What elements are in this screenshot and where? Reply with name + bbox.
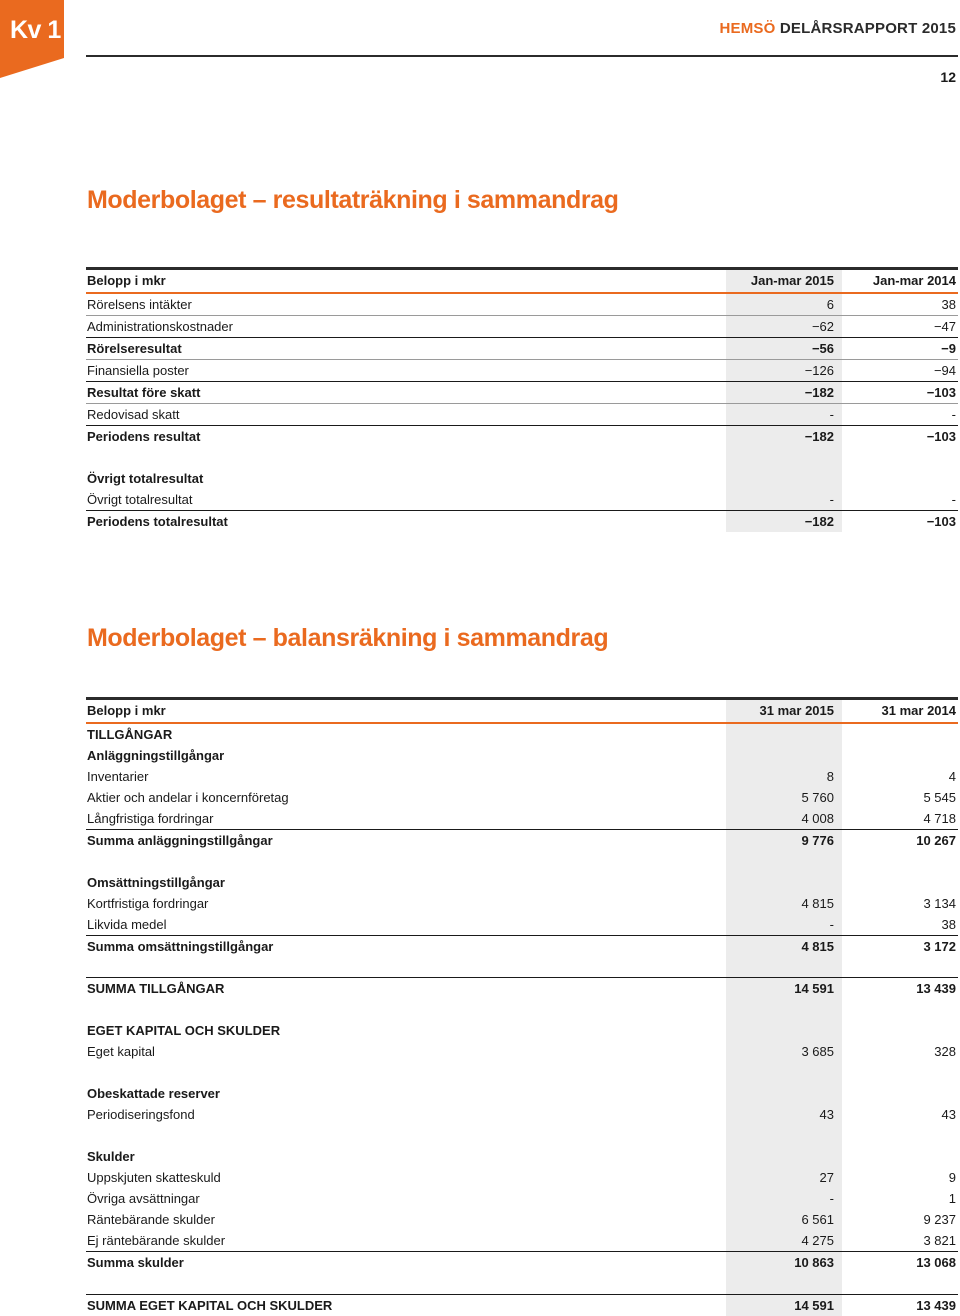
row-value-previous: 3 134 xyxy=(923,895,956,911)
row-value-previous: 9 237 xyxy=(923,1212,956,1227)
column-header-current: Jan-mar 2015 xyxy=(726,269,842,293)
row-value-previous: 4 xyxy=(948,768,956,784)
row-label: EGET KAPITAL OCH SKULDER xyxy=(87,1023,281,1038)
table-row xyxy=(86,787,958,808)
table-header-row xyxy=(86,269,958,293)
spacer-row xyxy=(86,999,958,1020)
row-label: Obeskattade reserver xyxy=(87,1086,220,1101)
row-value-current: −62 xyxy=(726,315,842,337)
row-value-current: 9 776 xyxy=(726,829,842,851)
table-row xyxy=(86,1209,958,1230)
row-value-previous: 4 718 xyxy=(842,808,958,830)
row-label: Övrigt totalresultat xyxy=(87,470,204,486)
quarter-badge-label: Kv 1 xyxy=(10,16,61,44)
table-row xyxy=(86,1104,958,1125)
row-label: TILLGÅNGAR xyxy=(87,726,173,742)
row-label: Periodens totalresultat xyxy=(87,513,228,529)
row-label: Redovisad skatt xyxy=(86,403,726,425)
row-value-previous: 13 439 xyxy=(916,981,956,996)
table-row xyxy=(86,808,958,830)
row-label: Periodiseringsfond xyxy=(87,1107,195,1122)
row-value-current xyxy=(726,468,842,489)
row-value-current: 27 xyxy=(726,1167,842,1188)
spacer-row xyxy=(86,1062,958,1083)
row-label: Långfristiga fordringar xyxy=(86,808,726,830)
row-value-current: −182 xyxy=(726,381,842,403)
row-label: Omsättningstillgångar xyxy=(87,874,225,890)
row-value-previous: 43 xyxy=(941,1107,956,1122)
row-value-previous: 3 172 xyxy=(923,938,956,954)
table-row xyxy=(86,1041,958,1062)
income-statement-title: Moderbolaget – resultaträkning i sammandrag xyxy=(87,186,619,214)
row-value-current: −182 xyxy=(726,510,842,532)
balance-sheet-table xyxy=(86,697,958,1316)
column-header-label: Belopp i mkr xyxy=(86,269,726,293)
row-value-previous: −103 xyxy=(926,513,956,529)
row-label: Inventarier xyxy=(87,768,149,784)
row-label: Rörelsens intäkter xyxy=(86,293,726,316)
row-label: Administrationskostnader xyxy=(86,315,726,337)
spacer-row xyxy=(86,851,958,872)
row-label: Summa anläggningstillgångar xyxy=(87,832,273,848)
row-label: Kortfristiga fordringar xyxy=(87,895,209,911)
row-label: Övrigt totalresultat xyxy=(86,489,726,511)
row-value-current: - xyxy=(726,1188,842,1209)
spacer-row xyxy=(86,447,958,468)
header-divider xyxy=(86,55,958,57)
table-row xyxy=(86,1252,958,1274)
table-row xyxy=(86,745,958,766)
spacer-row xyxy=(86,1125,958,1146)
row-label: Rörelseresultat xyxy=(86,337,726,359)
row-value-previous: −9 xyxy=(842,337,958,359)
table-row xyxy=(86,1230,958,1252)
row-value-previous: −103 xyxy=(842,381,958,403)
quarter-badge xyxy=(0,0,64,78)
row-label: Skulder xyxy=(87,1149,135,1164)
table-row xyxy=(86,1188,958,1209)
table-row xyxy=(86,1167,958,1188)
table-row xyxy=(86,829,958,851)
row-label: Övriga avsättningar xyxy=(87,1191,200,1206)
row-value-previous: - xyxy=(842,489,958,511)
page-number: 12 xyxy=(940,69,956,85)
table-row xyxy=(86,315,958,337)
row-value-previous: 38 xyxy=(842,914,958,936)
table-header-row xyxy=(86,699,958,723)
table-row xyxy=(86,935,958,957)
row-value-current: - xyxy=(726,489,842,511)
row-label: Likvida medel xyxy=(86,914,726,936)
row-label: Räntebärande skulder xyxy=(87,1212,215,1227)
row-value-previous: - xyxy=(842,403,958,425)
table-row xyxy=(86,510,958,532)
row-label: Summa omsättningstillgångar xyxy=(87,938,274,954)
row-value-current: 6 561 xyxy=(726,1209,842,1230)
row-value-previous: 13 068 xyxy=(916,1255,956,1270)
row-value-current: 4 815 xyxy=(726,893,842,914)
table-row xyxy=(86,1294,958,1316)
table-row xyxy=(86,914,958,936)
row-label: Ej räntebärande skulder xyxy=(86,1230,726,1252)
table-row xyxy=(86,489,958,511)
row-value-current: 5 760 xyxy=(726,787,842,808)
row-value-current: 4 815 xyxy=(726,935,842,957)
row-value-previous: 1 xyxy=(948,1191,956,1206)
table-row xyxy=(86,403,958,425)
report-name: DELÅRSRAPPORT 2015 xyxy=(779,20,956,37)
row-value-previous: 5 545 xyxy=(923,789,956,805)
column-header-current: 31 mar 2015 xyxy=(726,699,842,723)
table-row xyxy=(86,381,958,403)
row-value-previous: 3 821 xyxy=(842,1230,958,1252)
row-value-previous: −103 xyxy=(926,428,956,444)
table-row xyxy=(86,1083,958,1104)
row-value-current: - xyxy=(726,403,842,425)
row-value-current: −126 xyxy=(726,359,842,381)
row-value-current: 4 275 xyxy=(726,1230,842,1252)
row-value-previous: −47 xyxy=(842,315,958,337)
column-header-label: Belopp i mkr xyxy=(86,699,726,723)
spacer-row xyxy=(86,957,958,978)
row-value-current: 10 863 xyxy=(726,1252,842,1274)
table-row xyxy=(86,359,958,381)
row-value-current: −56 xyxy=(726,337,842,359)
spacer-row xyxy=(86,1273,958,1294)
row-label: Aktier och andelar i koncernföretag xyxy=(87,789,289,805)
row-value-previous: −94 xyxy=(842,359,958,381)
balance-sheet-title: Moderbolaget – balansräkning i sammandrag xyxy=(87,624,609,652)
table-row xyxy=(86,893,958,914)
brand-name: HEMSÖ xyxy=(719,20,776,37)
table-row xyxy=(86,337,958,359)
row-value-current: 6 xyxy=(726,293,842,316)
row-label: Summa skulder xyxy=(87,1255,184,1270)
row-value-current: 43 xyxy=(726,1104,842,1125)
row-value-previous xyxy=(842,468,958,489)
table-row xyxy=(86,293,958,316)
table-row xyxy=(86,872,958,893)
row-value-previous: 10 267 xyxy=(916,832,956,848)
row-value-current: 4 008 xyxy=(726,808,842,830)
column-header-previous: Jan-mar 2014 xyxy=(842,269,958,293)
row-label: SUMMA EGET KAPITAL OCH SKULDER xyxy=(87,1297,333,1313)
row-value-previous: 13 439 xyxy=(916,1297,956,1313)
table-row xyxy=(86,468,958,489)
table-row xyxy=(86,1146,958,1167)
report-title xyxy=(719,20,956,37)
row-value-current: 14 591 xyxy=(726,1294,842,1316)
row-value-current: −182 xyxy=(726,425,842,447)
row-value-current: 3 685 xyxy=(726,1041,842,1062)
table-row xyxy=(86,723,958,745)
row-label: Anläggningstillgångar xyxy=(87,747,225,763)
table-row xyxy=(86,978,958,1000)
table-row xyxy=(86,425,958,447)
row-label: SUMMA TILLGÅNGAR xyxy=(87,981,225,996)
row-value-previous: 9 xyxy=(948,1170,956,1185)
table-row xyxy=(86,766,958,787)
row-value-previous: 38 xyxy=(842,293,958,316)
table-row xyxy=(86,1020,958,1041)
row-label: Resultat före skatt xyxy=(86,381,726,403)
row-value-previous: 328 xyxy=(934,1044,956,1059)
column-header-previous: 31 mar 2014 xyxy=(842,699,958,723)
row-label: Eget kapital xyxy=(87,1044,155,1059)
row-label: Finansiella poster xyxy=(86,359,726,381)
row-value-current: 14 591 xyxy=(726,978,842,1000)
row-value-current: - xyxy=(726,914,842,936)
row-label: Uppskjuten skatteskuld xyxy=(87,1170,221,1185)
row-value-current: 8 xyxy=(726,766,842,787)
row-label: Periodens resultat xyxy=(87,428,201,444)
income-statement-table xyxy=(86,267,958,532)
